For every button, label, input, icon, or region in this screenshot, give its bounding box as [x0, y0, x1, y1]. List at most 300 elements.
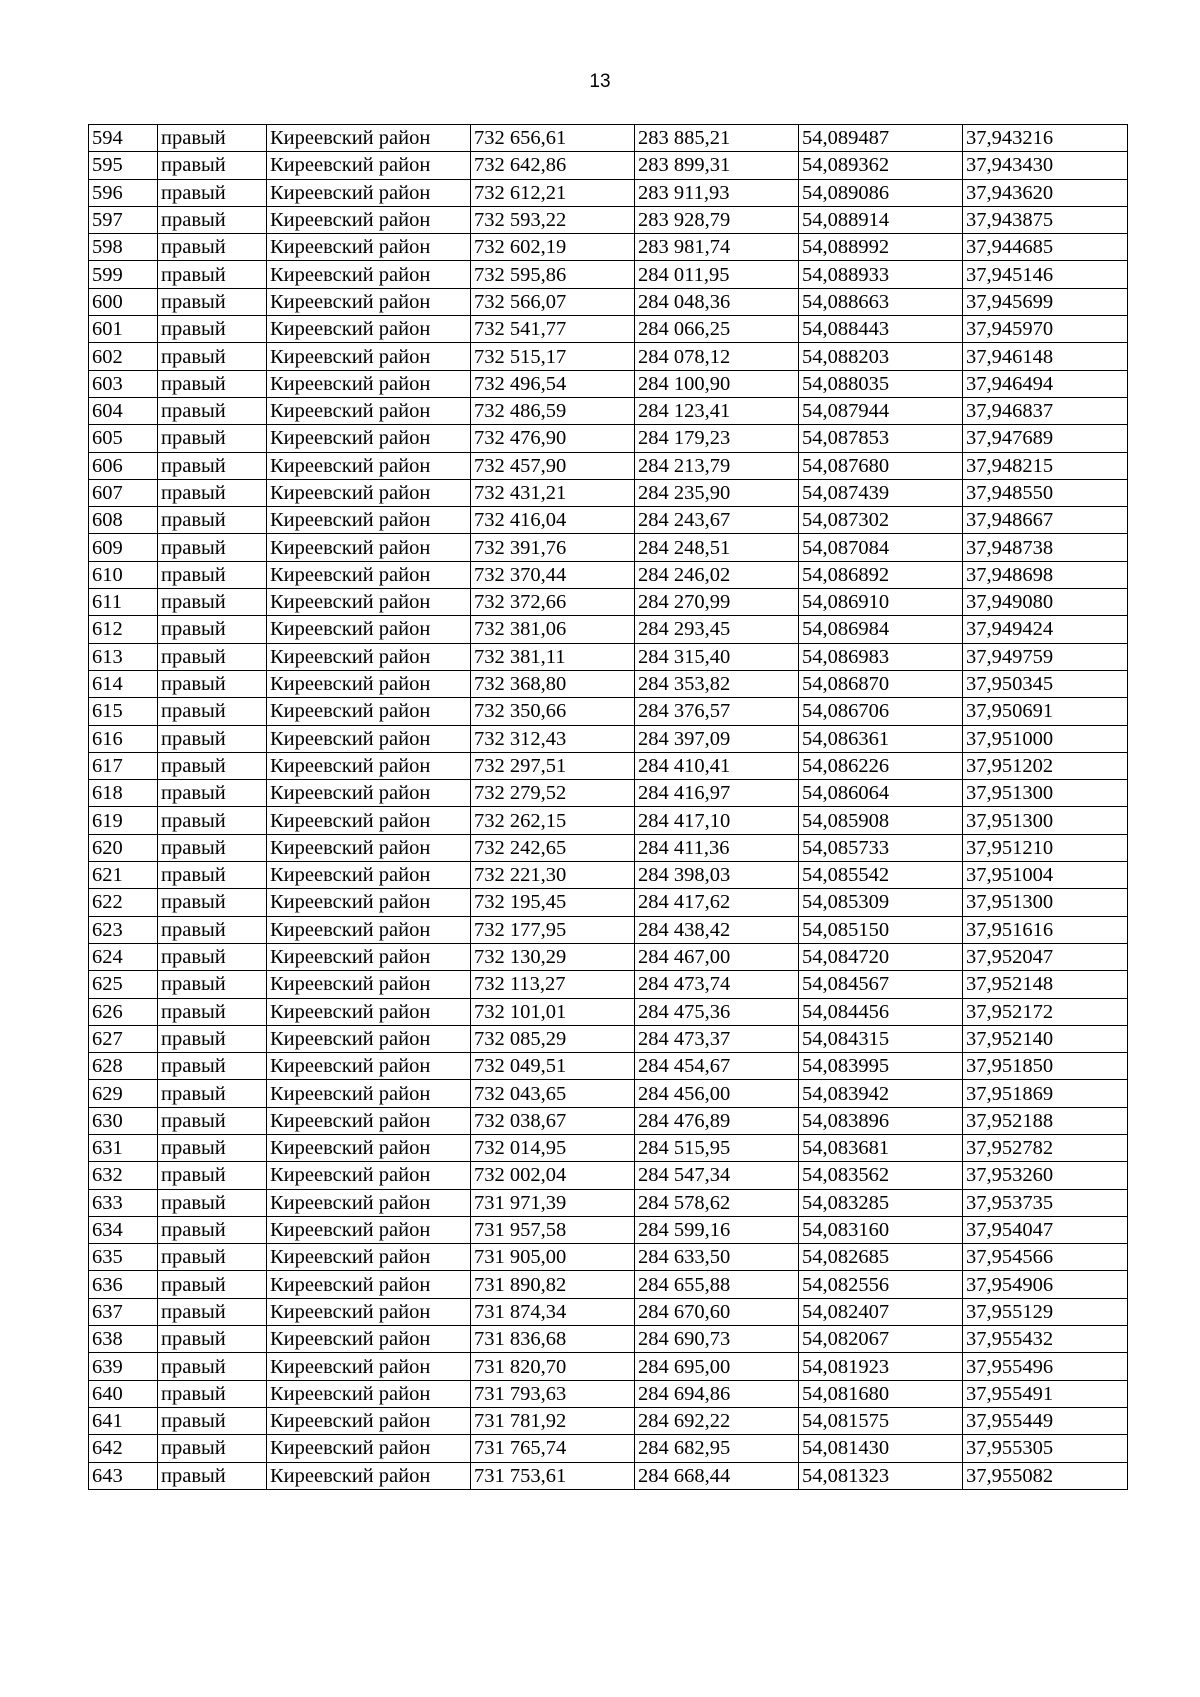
longitude-cell: 37,949424	[963, 616, 1128, 643]
district-cell: Киреевский район	[267, 807, 471, 834]
latitude-cell: 54,086892	[799, 561, 963, 588]
district-cell: Киреевский район	[267, 370, 471, 397]
y-coordinate-cell: 283 981,74	[635, 234, 799, 261]
district-cell: Киреевский район	[267, 425, 471, 452]
y-coordinate-cell: 284 454,67	[635, 1053, 799, 1080]
x-coordinate-cell: 732 113,27	[471, 971, 635, 998]
y-coordinate-cell: 284 599,16	[635, 1216, 799, 1243]
district-cell: Киреевский район	[267, 152, 471, 179]
district-cell: Киреевский район	[267, 1216, 471, 1243]
latitude-cell: 54,085542	[799, 862, 963, 889]
district-cell: Киреевский район	[267, 998, 471, 1025]
x-coordinate-cell: 732 038,67	[471, 1107, 635, 1134]
table-row	[89, 425, 1128, 452]
longitude-cell: 37,952140	[963, 1025, 1128, 1052]
latitude-cell: 54,089487	[799, 125, 963, 152]
latitude-cell: 54,087853	[799, 425, 963, 452]
table-row	[89, 534, 1128, 561]
table-row	[89, 179, 1128, 206]
x-coordinate-cell: 732 612,21	[471, 179, 635, 206]
coordinates-table	[88, 124, 1128, 1490]
point-number-cell: 610	[89, 561, 158, 588]
bank-side-cell: правый	[158, 125, 267, 152]
district-cell: Киреевский район	[267, 862, 471, 889]
district-cell: Киреевский район	[267, 752, 471, 779]
point-number-cell: 630	[89, 1107, 158, 1134]
latitude-cell: 54,086983	[799, 643, 963, 670]
x-coordinate-cell: 732 431,21	[471, 479, 635, 506]
bank-side-cell: правый	[158, 1189, 267, 1216]
longitude-cell: 37,951850	[963, 1053, 1128, 1080]
bank-side-cell: правый	[158, 1435, 267, 1462]
x-coordinate-cell: 732 496,54	[471, 370, 635, 397]
y-coordinate-cell: 284 398,03	[635, 862, 799, 889]
district-cell: Киреевский район	[267, 834, 471, 861]
point-number-cell: 617	[89, 752, 158, 779]
bank-side-cell: правый	[158, 479, 267, 506]
point-number-cell: 620	[89, 834, 158, 861]
x-coordinate-cell: 732 043,65	[471, 1080, 635, 1107]
longitude-cell: 37,954906	[963, 1271, 1128, 1298]
point-number-cell: 600	[89, 288, 158, 315]
longitude-cell: 37,946837	[963, 397, 1128, 424]
x-coordinate-cell: 731 793,63	[471, 1380, 635, 1407]
district-cell: Киреевский район	[267, 725, 471, 752]
latitude-cell: 54,084315	[799, 1025, 963, 1052]
y-coordinate-cell: 284 100,90	[635, 370, 799, 397]
latitude-cell: 54,084456	[799, 998, 963, 1025]
latitude-cell: 54,088914	[799, 206, 963, 233]
bank-side-cell: правый	[158, 1162, 267, 1189]
point-number-cell: 622	[89, 889, 158, 916]
latitude-cell: 54,081575	[799, 1407, 963, 1434]
latitude-cell: 54,086226	[799, 752, 963, 779]
latitude-cell: 54,088443	[799, 316, 963, 343]
point-number-cell: 636	[89, 1271, 158, 1298]
table-row	[89, 725, 1128, 752]
longitude-cell: 37,954566	[963, 1244, 1128, 1271]
longitude-cell: 37,948215	[963, 452, 1128, 479]
y-coordinate-cell: 284 417,10	[635, 807, 799, 834]
x-coordinate-cell: 732 541,77	[471, 316, 635, 343]
bank-side-cell: правый	[158, 288, 267, 315]
district-cell: Киреевский район	[267, 261, 471, 288]
longitude-cell: 37,955449	[963, 1407, 1128, 1434]
table-row	[89, 834, 1128, 861]
y-coordinate-cell: 284 690,73	[635, 1326, 799, 1353]
district-cell: Киреевский район	[267, 1162, 471, 1189]
latitude-cell: 54,083995	[799, 1053, 963, 1080]
longitude-cell: 37,948550	[963, 479, 1128, 506]
table-row	[89, 1435, 1128, 1462]
bank-side-cell: правый	[158, 534, 267, 561]
x-coordinate-cell: 732 195,45	[471, 889, 635, 916]
point-number-cell: 621	[89, 862, 158, 889]
bank-side-cell: правый	[158, 725, 267, 752]
longitude-cell: 37,953260	[963, 1162, 1128, 1189]
latitude-cell: 54,082556	[799, 1271, 963, 1298]
longitude-cell: 37,945146	[963, 261, 1128, 288]
latitude-cell: 54,082407	[799, 1298, 963, 1325]
table-row	[89, 234, 1128, 261]
longitude-cell: 37,952782	[963, 1134, 1128, 1161]
latitude-cell: 54,083562	[799, 1162, 963, 1189]
y-coordinate-cell: 283 885,21	[635, 125, 799, 152]
table-row	[89, 1380, 1128, 1407]
table-row	[89, 943, 1128, 970]
table-row	[89, 1025, 1128, 1052]
point-number-cell: 597	[89, 206, 158, 233]
longitude-cell: 37,947689	[963, 425, 1128, 452]
table-row	[89, 561, 1128, 588]
table-row	[89, 589, 1128, 616]
bank-side-cell: правый	[158, 807, 267, 834]
x-coordinate-cell: 731 890,82	[471, 1271, 635, 1298]
y-coordinate-cell: 284 048,36	[635, 288, 799, 315]
bank-side-cell: правый	[158, 1353, 267, 1380]
table-row	[89, 1189, 1128, 1216]
point-number-cell: 609	[89, 534, 158, 561]
bank-side-cell: правый	[158, 1380, 267, 1407]
point-number-cell: 624	[89, 943, 158, 970]
longitude-cell: 37,951210	[963, 834, 1128, 861]
latitude-cell: 54,087084	[799, 534, 963, 561]
y-coordinate-cell: 284 416,97	[635, 780, 799, 807]
point-number-cell: 633	[89, 1189, 158, 1216]
table-row	[89, 971, 1128, 998]
x-coordinate-cell: 732 130,29	[471, 943, 635, 970]
longitude-cell: 37,953735	[963, 1189, 1128, 1216]
x-coordinate-cell: 732 515,17	[471, 343, 635, 370]
district-cell: Киреевский район	[267, 1244, 471, 1271]
x-coordinate-cell: 731 765,74	[471, 1435, 635, 1462]
latitude-cell: 54,087439	[799, 479, 963, 506]
latitude-cell: 54,088992	[799, 234, 963, 261]
longitude-cell: 37,943620	[963, 179, 1128, 206]
table-row	[89, 343, 1128, 370]
y-coordinate-cell: 284 397,09	[635, 725, 799, 752]
x-coordinate-cell: 732 101,01	[471, 998, 635, 1025]
district-cell: Киреевский район	[267, 507, 471, 534]
district-cell: Киреевский район	[267, 971, 471, 998]
table-row	[89, 1162, 1128, 1189]
longitude-cell: 37,954047	[963, 1216, 1128, 1243]
district-cell: Киреевский район	[267, 670, 471, 697]
bank-side-cell: правый	[158, 1080, 267, 1107]
x-coordinate-cell: 732 602,19	[471, 234, 635, 261]
latitude-cell: 54,083285	[799, 1189, 963, 1216]
x-coordinate-cell: 732 221,30	[471, 862, 635, 889]
y-coordinate-cell: 284 270,99	[635, 589, 799, 616]
point-number-cell: 596	[89, 179, 158, 206]
table-row	[89, 998, 1128, 1025]
table-row	[89, 1134, 1128, 1161]
longitude-cell: 37,955082	[963, 1462, 1128, 1489]
y-coordinate-cell: 284 547,34	[635, 1162, 799, 1189]
x-coordinate-cell: 732 312,43	[471, 725, 635, 752]
latitude-cell: 54,083681	[799, 1134, 963, 1161]
point-number-cell: 594	[89, 125, 158, 152]
x-coordinate-cell: 732 014,95	[471, 1134, 635, 1161]
district-cell: Киреевский район	[267, 343, 471, 370]
y-coordinate-cell: 284 011,95	[635, 261, 799, 288]
longitude-cell: 37,952188	[963, 1107, 1128, 1134]
longitude-cell: 37,943216	[963, 125, 1128, 152]
table-row	[89, 125, 1128, 152]
x-coordinate-cell: 732 297,51	[471, 752, 635, 779]
point-number-cell: 603	[89, 370, 158, 397]
district-cell: Киреевский район	[267, 943, 471, 970]
district-cell: Киреевский район	[267, 643, 471, 670]
table-row	[89, 780, 1128, 807]
table-row	[89, 1107, 1128, 1134]
x-coordinate-cell: 732 656,61	[471, 125, 635, 152]
y-coordinate-cell: 284 376,57	[635, 698, 799, 725]
latitude-cell: 54,086361	[799, 725, 963, 752]
x-coordinate-cell: 732 370,44	[471, 561, 635, 588]
table-row	[89, 807, 1128, 834]
point-number-cell: 604	[89, 397, 158, 424]
longitude-cell: 37,951000	[963, 725, 1128, 752]
bank-side-cell: правый	[158, 998, 267, 1025]
bank-side-cell: правый	[158, 616, 267, 643]
y-coordinate-cell: 284 293,45	[635, 616, 799, 643]
x-coordinate-cell: 732 416,04	[471, 507, 635, 534]
longitude-cell: 37,955305	[963, 1435, 1128, 1462]
bank-side-cell: правый	[158, 1244, 267, 1271]
longitude-cell: 37,948698	[963, 561, 1128, 588]
bank-side-cell: правый	[158, 1216, 267, 1243]
latitude-cell: 54,083942	[799, 1080, 963, 1107]
x-coordinate-cell: 732 457,90	[471, 452, 635, 479]
district-cell: Киреевский район	[267, 1107, 471, 1134]
district-cell: Киреевский район	[267, 316, 471, 343]
y-coordinate-cell: 283 911,93	[635, 179, 799, 206]
y-coordinate-cell: 284 438,42	[635, 916, 799, 943]
point-number-cell: 640	[89, 1380, 158, 1407]
district-cell: Киреевский район	[267, 179, 471, 206]
bank-side-cell: правый	[158, 452, 267, 479]
point-number-cell: 627	[89, 1025, 158, 1052]
point-number-cell: 619	[89, 807, 158, 834]
table-row	[89, 1462, 1128, 1489]
x-coordinate-cell: 732 177,95	[471, 916, 635, 943]
x-coordinate-cell: 732 262,15	[471, 807, 635, 834]
longitude-cell: 37,951300	[963, 889, 1128, 916]
y-coordinate-cell: 284 473,74	[635, 971, 799, 998]
y-coordinate-cell: 284 670,60	[635, 1298, 799, 1325]
x-coordinate-cell: 732 085,29	[471, 1025, 635, 1052]
table-row	[89, 479, 1128, 506]
bank-side-cell: правый	[158, 152, 267, 179]
district-cell: Киреевский район	[267, 206, 471, 233]
bank-side-cell: правый	[158, 507, 267, 534]
y-coordinate-cell: 284 123,41	[635, 397, 799, 424]
bank-side-cell: правый	[158, 589, 267, 616]
y-coordinate-cell: 284 515,95	[635, 1134, 799, 1161]
point-number-cell: 629	[89, 1080, 158, 1107]
latitude-cell: 54,089362	[799, 152, 963, 179]
longitude-cell: 37,952172	[963, 998, 1128, 1025]
y-coordinate-cell: 284 694,86	[635, 1380, 799, 1407]
y-coordinate-cell: 284 682,95	[635, 1435, 799, 1462]
x-coordinate-cell: 732 350,66	[471, 698, 635, 725]
bank-side-cell: правый	[158, 1271, 267, 1298]
latitude-cell: 54,086870	[799, 670, 963, 697]
latitude-cell: 54,088663	[799, 288, 963, 315]
district-cell: Киреевский район	[267, 889, 471, 916]
y-coordinate-cell: 284 315,40	[635, 643, 799, 670]
bank-side-cell: правый	[158, 643, 267, 670]
district-cell: Киреевский район	[267, 1134, 471, 1161]
longitude-cell: 37,943875	[963, 206, 1128, 233]
bank-side-cell: правый	[158, 1462, 267, 1489]
point-number-cell: 628	[89, 1053, 158, 1080]
point-number-cell: 632	[89, 1162, 158, 1189]
point-number-cell: 623	[89, 916, 158, 943]
district-cell: Киреевский район	[267, 589, 471, 616]
x-coordinate-cell: 732 279,52	[471, 780, 635, 807]
bank-side-cell: правый	[158, 780, 267, 807]
point-number-cell: 639	[89, 1353, 158, 1380]
x-coordinate-cell: 731 874,34	[471, 1298, 635, 1325]
longitude-cell: 37,950345	[963, 670, 1128, 697]
x-coordinate-cell: 732 049,51	[471, 1053, 635, 1080]
bank-side-cell: правый	[158, 397, 267, 424]
longitude-cell: 37,951616	[963, 916, 1128, 943]
bank-side-cell: правый	[158, 1298, 267, 1325]
district-cell: Киреевский район	[267, 698, 471, 725]
x-coordinate-cell: 731 836,68	[471, 1326, 635, 1353]
y-coordinate-cell: 284 578,62	[635, 1189, 799, 1216]
point-number-cell: 599	[89, 261, 158, 288]
bank-side-cell: правый	[158, 234, 267, 261]
longitude-cell: 37,952148	[963, 971, 1128, 998]
table-row	[89, 1244, 1128, 1271]
point-number-cell: 637	[89, 1298, 158, 1325]
point-number-cell: 605	[89, 425, 158, 452]
latitude-cell: 54,088933	[799, 261, 963, 288]
district-cell: Киреевский район	[267, 780, 471, 807]
latitude-cell: 54,081923	[799, 1353, 963, 1380]
point-number-cell: 615	[89, 698, 158, 725]
table-row	[89, 1407, 1128, 1434]
point-number-cell: 626	[89, 998, 158, 1025]
table-row	[89, 152, 1128, 179]
x-coordinate-cell: 732 486,59	[471, 397, 635, 424]
longitude-cell: 37,943430	[963, 152, 1128, 179]
longitude-cell: 37,952047	[963, 943, 1128, 970]
bank-side-cell: правый	[158, 916, 267, 943]
y-coordinate-cell: 284 248,51	[635, 534, 799, 561]
table-row	[89, 916, 1128, 943]
longitude-cell: 37,955432	[963, 1326, 1128, 1353]
x-coordinate-cell: 731 781,92	[471, 1407, 635, 1434]
point-number-cell: 612	[89, 616, 158, 643]
latitude-cell: 54,085908	[799, 807, 963, 834]
x-coordinate-cell: 732 368,80	[471, 670, 635, 697]
latitude-cell: 54,082685	[799, 1244, 963, 1271]
bank-side-cell: правый	[158, 316, 267, 343]
district-cell: Киреевский район	[267, 1326, 471, 1353]
bank-side-cell: правый	[158, 1407, 267, 1434]
latitude-cell: 54,085309	[799, 889, 963, 916]
page-number: 13	[589, 71, 611, 92]
table-row	[89, 288, 1128, 315]
latitude-cell: 54,086984	[799, 616, 963, 643]
longitude-cell: 37,948738	[963, 534, 1128, 561]
district-cell: Киреевский район	[267, 1380, 471, 1407]
bank-side-cell: правый	[158, 971, 267, 998]
table-row	[89, 1216, 1128, 1243]
y-coordinate-cell: 284 668,44	[635, 1462, 799, 1489]
longitude-cell: 37,945970	[963, 316, 1128, 343]
district-cell: Киреевский район	[267, 1271, 471, 1298]
point-number-cell: 602	[89, 343, 158, 370]
y-coordinate-cell: 284 410,41	[635, 752, 799, 779]
latitude-cell: 54,082067	[799, 1326, 963, 1353]
latitude-cell: 54,083896	[799, 1107, 963, 1134]
longitude-cell: 37,945699	[963, 288, 1128, 315]
longitude-cell: 37,951869	[963, 1080, 1128, 1107]
district-cell: Киреевский район	[267, 397, 471, 424]
bank-side-cell: правый	[158, 206, 267, 233]
table-row	[89, 1326, 1128, 1353]
y-coordinate-cell: 284 467,00	[635, 943, 799, 970]
table-row	[89, 643, 1128, 670]
bank-side-cell: правый	[158, 943, 267, 970]
district-cell: Киреевский район	[267, 1407, 471, 1434]
y-coordinate-cell: 284 213,79	[635, 452, 799, 479]
x-coordinate-cell: 731 820,70	[471, 1353, 635, 1380]
district-cell: Киреевский район	[267, 125, 471, 152]
point-number-cell: 607	[89, 479, 158, 506]
point-number-cell: 635	[89, 1244, 158, 1271]
latitude-cell: 54,088035	[799, 370, 963, 397]
point-number-cell: 611	[89, 589, 158, 616]
district-cell: Киреевский район	[267, 916, 471, 943]
point-number-cell: 598	[89, 234, 158, 261]
longitude-cell: 37,946148	[963, 343, 1128, 370]
y-coordinate-cell: 284 475,36	[635, 998, 799, 1025]
point-number-cell: 638	[89, 1326, 158, 1353]
longitude-cell: 37,949080	[963, 589, 1128, 616]
table-row	[89, 397, 1128, 424]
latitude-cell: 54,087302	[799, 507, 963, 534]
point-number-cell: 606	[89, 452, 158, 479]
table-row	[89, 616, 1128, 643]
point-number-cell: 616	[89, 725, 158, 752]
latitude-cell: 54,089086	[799, 179, 963, 206]
x-coordinate-cell: 732 566,07	[471, 288, 635, 315]
table-row	[89, 507, 1128, 534]
y-coordinate-cell: 284 456,00	[635, 1080, 799, 1107]
y-coordinate-cell: 284 476,89	[635, 1107, 799, 1134]
district-cell: Киреевский район	[267, 1053, 471, 1080]
longitude-cell: 37,951202	[963, 752, 1128, 779]
y-coordinate-cell: 284 473,37	[635, 1025, 799, 1052]
latitude-cell: 54,085733	[799, 834, 963, 861]
table-row	[89, 1298, 1128, 1325]
longitude-cell: 37,951004	[963, 862, 1128, 889]
bank-side-cell: правый	[158, 862, 267, 889]
point-number-cell: 601	[89, 316, 158, 343]
x-coordinate-cell: 732 381,11	[471, 643, 635, 670]
district-cell: Киреевский район	[267, 1189, 471, 1216]
longitude-cell: 37,948667	[963, 507, 1128, 534]
y-coordinate-cell: 284 353,82	[635, 670, 799, 697]
longitude-cell: 37,955491	[963, 1380, 1128, 1407]
